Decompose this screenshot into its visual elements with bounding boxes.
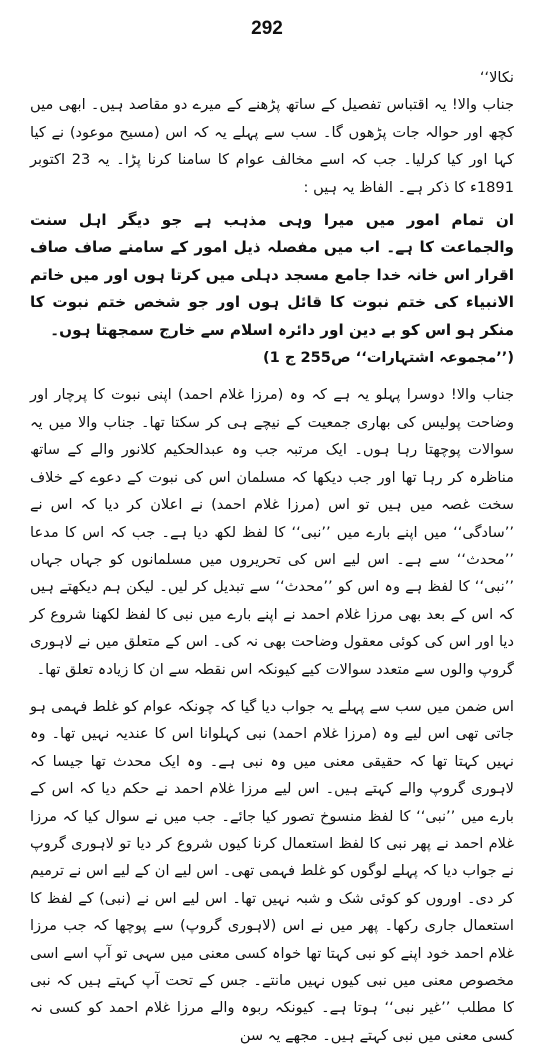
spacer xyxy=(30,371,514,381)
paragraph-3: اس ضمن میں سب سے پہلے یہ جواب دیا گیا کہ چونکہ عوام کو غلط فہمی ہو جاتی تھی اس لیے وہ (مرزا غلام احمد) نبی کہلوانا اس کا عندیہ نہیں تھا۔ وہ نہیں کہتا تھا کہ حقیقی معنی میں وہ نبی ہے۔ وہ ایک محدث تھا جیسا کہ لاہوری گروپ والے کہتے ہیں۔ اس لیے مرزا غلام احمد نے حکم دیا کہ اس کے بارے میں ’’نبی‘‘ کا لفظ منسوخ تصور کیا جائے۔ جب میں نے سوال کیا کہ مرزا غلام احمد نے پھر نبی کا لفظ استعمال کرنا کیوں شروع کر دیا تو لاہوری گروپ نے جواب دیا کہ پہلے لوگوں کو غلط فہمی تھی۔ اس لیے ان کے لیے اس نے ترمیم کر دی۔ اوروں کو کوئی شک و شبہ نہیں تھا۔ اس لیے اس نے (نبی) کے لفظ کا استعمال جاری رکھا۔ پھر میں نے اس (لاہوری گروپ) سے پوچھا کہ جب مرزا غلام احمد خود اپنے کو نبی کہتا تھا خواہ کسی معنی میں سہی تو آپ اسے اسی مخصوص معنی میں نبی کیوں نہیں مانتے۔ جس کے تحت آپ کہتے ہیں کہ نبی کا مطلب ’’غیر نبی‘‘ ہوتا ہے۔ کیونکہ ربوہ والے مرزا غلام احمد کو کسی نہ کسی معنی میں نبی کہتے ہیں۔ مجھے یہ سن xyxy=(30,697,514,1044)
spacer xyxy=(30,683,514,693)
citation: (’’مجموعہ اشتہارات‘‘ ص255 ج 1) xyxy=(262,349,514,367)
paragraph-2: جناب والا! دوسرا پہلو یہ ہے کہ وہ (مرزا غلام احمد) اپنی نبوت کا پرچار اور وضاحت پولیس کی بھاری جمعیت کے نیچے ہی کر سکتا تھا۔ جناب والا میں یہ سوالات پوچھتا رہا ہوں۔ ایک مرتبہ جب وہ عبدالحکیم کلانور والے کے ساتھ مناظرہ کر رہا تھا اور جب دیکھا کہ مسلمان اس کی نبوت کے دعوے کے خلاف سخت غصہ میں ہیں تو اس (مرزا غلام احمد) نے اعلان کر دیا کہ اس نے ’’سادگی‘‘ میں اپنے بارے میں ’’نبی‘‘ کا لفظ لکھ دیا ہے۔ جب کہ اس کا مدعا ’’محدث‘‘ سے ہے۔ اس لیے اس کی تحریروں میں مسلمانوں کو جہاں جہاں ’’نبی‘‘ کا لفظ ہے وہ اس کو ’’محدث‘‘ سے تبدیل کر لیں۔ لیکن ہم دیکھتے ہیں کہ اس کے بعد بھی مرزا غلام احمد نے اپنے بارے میں نبی کا لفظ لکھنا شروع کر دیا اور اس کی کوئی معقول وضاحت بھی نہ کی۔ اس کے متعلق میں نے لاہوری گروپ والوں سے متعدد سوالات کیے کیونکہ اس نقطہ سے ان کا زیادہ تعلق تھا۔ xyxy=(30,386,514,678)
opening-fragment: نکالا‘‘ xyxy=(479,69,514,86)
paragraph-1: جناب والا! یہ اقتباس تفصیل کے ساتھ پڑھنے کے میرے دو مقاصد ہیں۔ ابھی میں کچھ اور حوالہ جات پڑھوں گا۔ سب سے پہلے یہ کہ اس (مسیح موعود) نے کیا کہا اور کیا کرلیا۔ جب کہ اسے مخالف عوام کا سامنا کرنا پڑا۔ یہ 23 اکتوبر 1891ء کا ذکر ہے۔ الفاظ یہ ہیں : xyxy=(30,96,514,196)
page-content xyxy=(30,64,514,1049)
quote-block: ان تمام امور میں میرا وہی مذہب ہے جو دیگر اہل سنت والجماعت کا ہے۔ اب میں مفصلہ ذیل امور کے سامنے صاف صاف اقرار اس خانہ خدا جامع مسجد دہلی میں کرتا ہوں اور میں خاتم الانبیاء کی ختم نبوت کا قائل ہوں اور جو شخص ختم نبوت کا منکر ہو اس کو بے دین اور دائرہ اسلام سے خارج سمجھتا ہوں۔ xyxy=(30,211,514,339)
page-number: 292 xyxy=(251,18,283,39)
